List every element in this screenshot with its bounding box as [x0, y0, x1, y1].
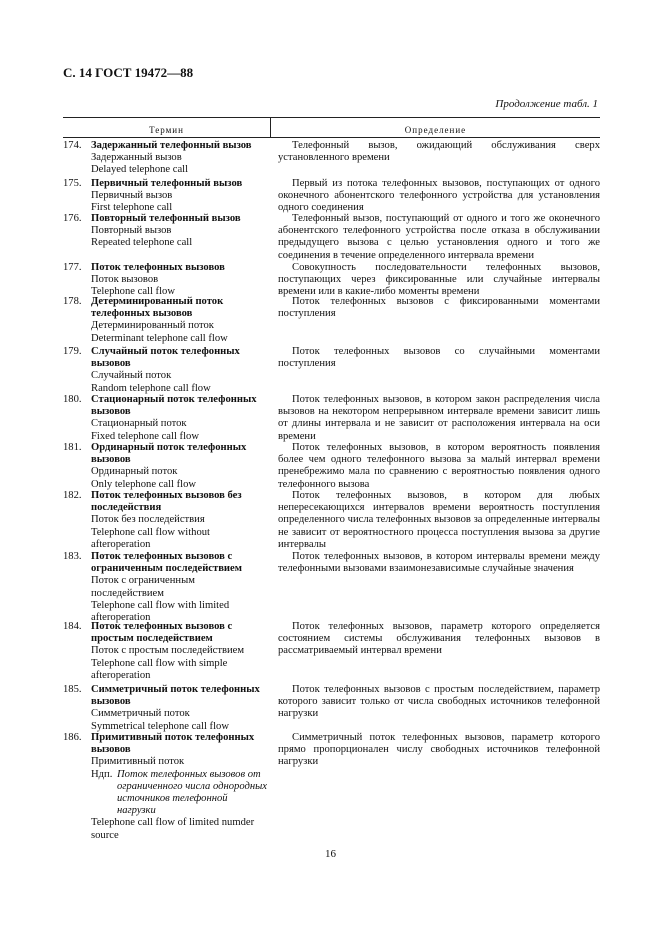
term-heading [63, 732, 268, 756]
term-title: Задержанный телефонный вызов [91, 140, 252, 151]
term-synonym: Symmetrical telephone call flow [91, 720, 229, 732]
term-entry [63, 551, 268, 624]
term-heading [63, 346, 268, 370]
term-synonym: Delayed telephone call [91, 164, 189, 176]
term-heading [63, 551, 268, 575]
term-number: 185. [63, 684, 82, 695]
term-title: Повторный телефонный вызов [91, 213, 241, 224]
term-number: 180. [63, 394, 82, 405]
term-number: 174. [63, 140, 82, 151]
term-title: Случайный поток телефонных вызовов [91, 346, 240, 370]
term-title: Примитивный поток телефонных вызовов [91, 732, 255, 756]
term-title: Поток телефонных вызовов [91, 262, 225, 273]
term-synonym: First telephone call [91, 202, 173, 214]
term-synonym: Задержанный вызов [91, 152, 182, 164]
term-synonym: Поток вызовов [91, 274, 159, 286]
definition-text: Поток телефонных вызовов со случайными моментами поступления [278, 346, 600, 370]
term-synonym: Случайный поток [91, 370, 172, 382]
definition-text: Телефонный вызов, поступающий от одного и того же оконечного абонентского телефонного устройства после отказа в обслуживании предыдущего вызова с целью установления одного и того же соединения в течение определенного интервала времени [278, 213, 600, 261]
definition-text: Симметричный поток телефонных вызовов, параметр которого прямо пропорционален числу свободных источников телефонной нагрузки [278, 732, 600, 768]
column-header-term: Термин [149, 125, 184, 135]
term-synonym: Telephone call flow with limited afteroperation [91, 599, 230, 624]
column-header-definition: Определение [404, 125, 467, 135]
term-synonym: Only telephone call flow [91, 478, 197, 490]
term-heading [63, 442, 268, 466]
term-title: Ординарный поток телефонных вызовов [91, 442, 247, 466]
term-title: Стационарный поток телефонных вызовов [91, 394, 257, 418]
term-number: 178. [63, 296, 82, 307]
term-synonym: Повторный вызов [91, 225, 172, 237]
table-top-rule [63, 117, 600, 118]
term-number: 183. [63, 551, 82, 562]
definition-text: Поток телефонных вызовов, в котором для любых непересекающихся интервалов времени вероятность поступления определенного числа телефонных вызовов за определенные интервалы не зависит от вероятностного процесса поступления вызова за другие интервалы [278, 490, 600, 550]
term-heading [63, 621, 268, 645]
term-entry [63, 296, 268, 345]
term-note-block [63, 769, 268, 818]
term-synonym: Примитивный поток [91, 756, 185, 768]
page-header: С. 14 ГОСТ 19472—88 [63, 65, 194, 80]
definition-text: Телефонный вызов, ожидающий обслуживания сверх установленного времени [278, 140, 600, 164]
term-entry [63, 490, 268, 551]
term-synonym: Первичный вызов [91, 190, 173, 202]
term-entry [63, 140, 268, 177]
term-synonym: Telephone call flow without afteroperation [91, 526, 210, 550]
page-number: 16 [325, 848, 336, 860]
term-number: 175. [63, 178, 82, 189]
term-title: Поток телефонных вызовов с простым последействием [91, 621, 233, 645]
term-entry [63, 684, 268, 733]
term-entry [63, 394, 268, 443]
table-header-rule [63, 137, 600, 138]
definition-text: Поток телефонных вызовов, в котором интервалы времени между телефонными вызовами взаимонезависимые случайные значения [278, 551, 600, 575]
table-continuation-label: Продолжение табл. 1 [495, 98, 598, 110]
term-synonym: Симметричный поток [91, 708, 190, 720]
term-entry [63, 262, 268, 299]
term-title: Детерминированный поток телефонных вызовов [91, 296, 224, 320]
term-title: Поток телефонных вызовов с ограниченным последействием [91, 551, 242, 575]
definition-text: Поток телефонных вызовов с простым последействием, параметр которого зависит только от числа свободных источников телефонной нагрузки [278, 684, 600, 720]
term-synonym: Стационарный поток [91, 418, 187, 430]
term-number: 177. [63, 262, 82, 273]
term-synonym: Telephone call flow with simple afteroperation [91, 657, 228, 681]
term-synonym: Поток без последействия [91, 514, 205, 526]
term-entry [63, 178, 268, 215]
term-entry [63, 346, 268, 395]
term-heading [63, 490, 268, 514]
term-title: Поток телефонных вызовов без последействия [91, 490, 242, 514]
definition-text: Совокупность последовательности телефонных вызовов, поступающих через фиксированные или случайные интервалы времени или в какие-либо моменты времени [278, 262, 600, 298]
term-synonym: Repeated telephone call [91, 237, 193, 249]
term-entry [63, 213, 268, 250]
definition-text: Поток телефонных вызовов с фиксированными моментами поступления [278, 296, 600, 320]
term-synonym: Random telephone call flow [91, 382, 211, 394]
term-entry [63, 732, 268, 842]
term-entry [63, 442, 268, 491]
definition-text: Поток телефонных вызовов, в котором закон распределения числа вызовов на некотором непрерывном интервале времени зависит лишь от длины интервала и не зависит от расположения интервала на оси времени [278, 394, 600, 442]
term-synonym: Telephone call flow of limited numder source [91, 817, 255, 841]
term-synonym: Детерминированный поток [91, 320, 214, 332]
definition-text: Поток телефонных вызовов, параметр которого определяется состоянием системы обслуживания телефонных вызовов в рассматриваемый интервал времени [278, 621, 600, 657]
term-synonym: Telephone call flow [91, 286, 175, 298]
definition-text: Поток телефонных вызовов, в котором вероятность появления более чем одного телефонного вызова за малый интервал времени пренебрежимо мала по сравнению с вероятностью появления одного телефонного вызова [278, 442, 600, 490]
term-number: 182. [63, 490, 82, 501]
term-heading [63, 262, 268, 274]
term-entry [63, 621, 268, 682]
term-heading [63, 178, 268, 190]
note-label: Ндп. [91, 768, 113, 780]
term-synonym: Поток с простым последействием [91, 645, 245, 657]
term-heading [63, 213, 268, 225]
term-heading [63, 684, 268, 708]
term-synonym: Ординарный поток [91, 466, 178, 478]
term-number: 184. [63, 621, 82, 632]
term-title: Первичный телефонный вызов [91, 178, 243, 189]
term-heading [63, 140, 268, 152]
term-synonym: Determinant telephone call flow [91, 332, 228, 344]
term-title: Симметричный поток телефонных вызовов [91, 684, 260, 708]
term-heading [63, 296, 268, 320]
term-number: 179. [63, 346, 82, 357]
term-heading [63, 394, 268, 418]
definition-text: Первый из потока телефонных вызовов, поступающих от одного оконечного абонентского телефонного устройства для установления одного соединения [278, 178, 600, 214]
note-text: Поток телефонных вызовов от ограниченного числа однородных источников телефонной нагрузки [117, 768, 267, 817]
term-number: 181. [63, 442, 82, 453]
term-number: 176. [63, 213, 82, 224]
term-number: 186. [63, 732, 82, 743]
term-synonym: Fixed telephone call flow [91, 430, 199, 442]
term-synonym: Поток с ограниченным последействием [91, 575, 195, 599]
